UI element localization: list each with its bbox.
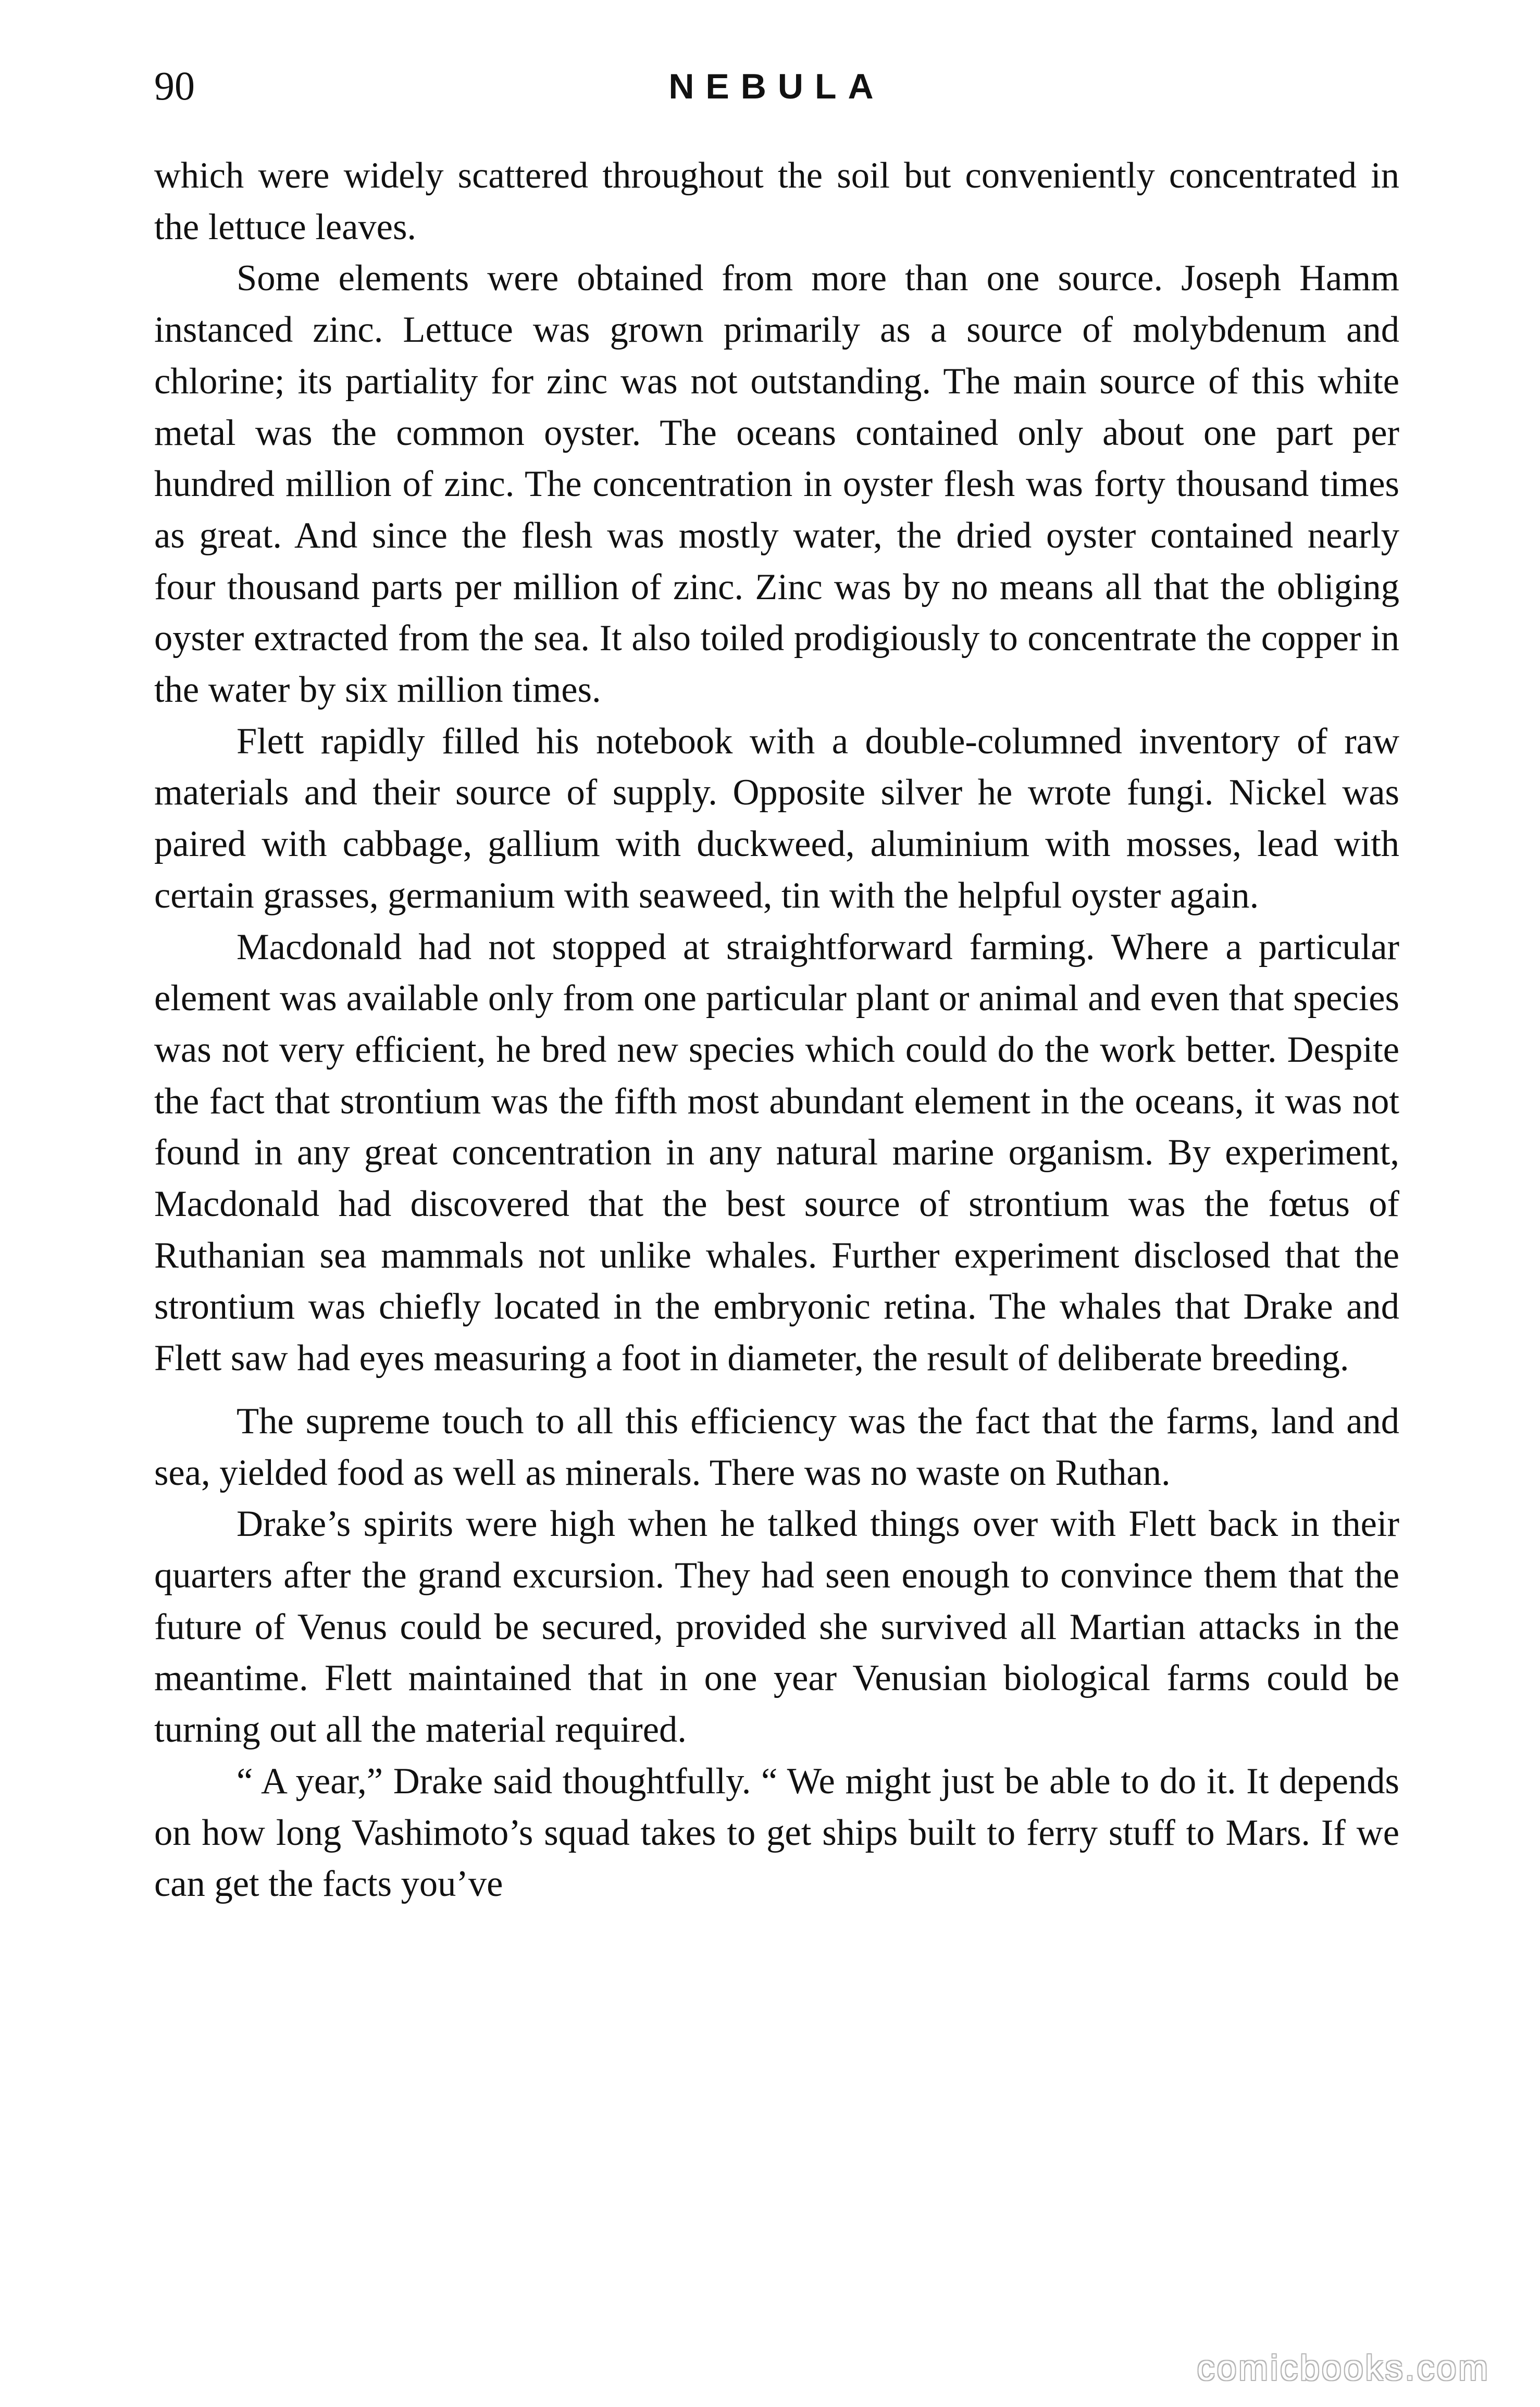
paragraph-1: which were widely scattered throughout the soil but conveniently concentrated in the lettuce leaves. <box>154 155 1399 247</box>
site-watermark: comicbooks.com <box>1197 2348 1490 2388</box>
paragraph-3: Flett rapidly filled his notebook with a double-columned inventory of raw materials and their source of supply. Opposite silver he wrote fungi. Nickel was paired with cabbage, gallium with duckweed, aluminium with mosses, lead with certain grasses, germanium with seaweed, tin with the helpful oyster again. <box>154 721 1399 916</box>
paragraph-7: “ A year,” Drake said thoughtfully. “ We might just be able to do it. It depends on how long Vashimoto’s squad takes to get ships built to ferry stuff to Mars. If we can get the facts you’ve <box>154 1760 1399 1905</box>
running-head <box>154 57 1399 125</box>
paragraph-6: Drake’s spirits were high when he talked things over with Flett back in their quarters after the grand excursion. They had seen enough to convince them that the future of Venus could be secured, provided she survived all Martian attacks in the meantime. Flett maintained that in one year Venusian biological farms could be turning out all the material required. <box>154 1504 1399 1751</box>
paragraph-4: Macdonald had not stopped at straightforward farming. Where a particular element was available only from one particular plant or animal and even that species was not very efficient, he bred new species which could do the work better. Despite the fact that strontium was the fifth most abundant element in the oceans, it was not found in any great concentration in any natural marine organism. By experiment, Macdonald had discovered that the best source of strontium was the fœtus of Ruthanian sea mammals not unlike whales. Further experiment disclosed that the strontium was chiefly located in the embryonic retina. The whales that Drake and Flett saw had eyes measuring a foot in diameter, the result of deliberate breeding. <box>154 926 1399 1379</box>
book-page <box>154 57 1399 2350</box>
page-number: 90 <box>154 63 195 108</box>
running-title: NEBULA <box>668 67 885 106</box>
paragraph-2: Some elements were obtained from more than one source. Joseph Hamm instanced zinc. Lettuce was grown primarily as a source of molybdenum and chlorine; its partiality for zinc was not outstanding. The main source of this white metal was the common oyster. The oceans contained only about one part per hundred million of zinc. The concentration in oyster flesh was forty thousand times as great. And since the flesh was mostly water, the dried oyster contained nearly four thousand parts per million of zinc. Zinc was by no means all that the obliging oyster extracted from the sea. It also toiled prodigiously to concentrate the copper in the water by six million times. <box>154 258 1399 711</box>
paragraph-5: The supreme touch to all this efficiency was the fact that the farms, land and sea, yielded food as well as minerals. There was no waste on Ruthan. <box>154 1400 1399 1493</box>
body-text <box>154 150 1399 1910</box>
